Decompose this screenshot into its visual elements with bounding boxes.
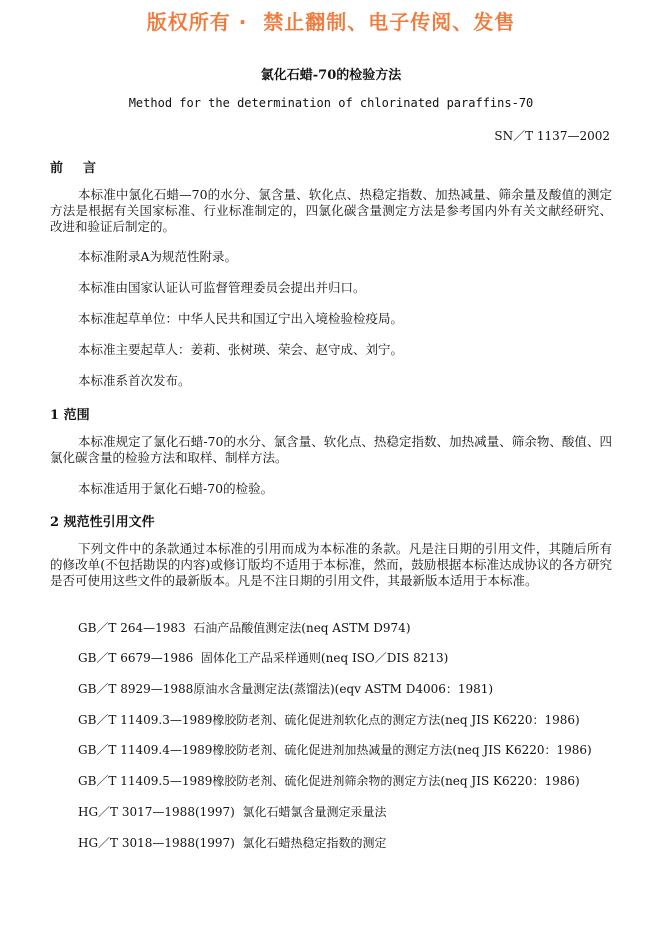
document-title-chinese: 氯化石蜡-70的检验方法 [260, 68, 402, 83]
section-1-heading: 1 范围 [50, 408, 90, 423]
section-2-heading: 2 规范性引用文件 [50, 515, 155, 530]
preface-paragraph: 本标准起草单位：中华人民共和国辽宁出入境检验检疫局。 [78, 311, 404, 326]
preface-heading: 前言 [50, 161, 117, 176]
section-1-paragraph: 本标准规定了氯化石蜡-70的水分、氯含量、软化点、热稳定指数、加热减量、筛余物、酸值、四氯化碳含量的检验方法和取样、制样方法。 [50, 434, 612, 465]
reference-item: GB／T 11409.4—1989橡胶防老剂、硫化促进剂加热减量的测定方法(neq JIS K6220：1986) [78, 743, 592, 757]
copyright-banner: 版权所有 · 禁止翻制、电子传阅、发售 [146, 10, 516, 34]
reference-item: HG／T 3017—1988(1997) 氯化石蜡氯含量测定汞量法 [78, 805, 387, 819]
preface-paragraph: 本标准主要起草人：姜莉、张树瑛、荣会、赵守成、刘宁。 [78, 342, 404, 357]
section-2-paragraph: 下列文件中的条款通过本标准的引用而成为本标准的条款。凡是注日期的引用文件，其随后所有的修改单(不包括勘误的内容)或修订版均不适用于本标准，然而，鼓励根据本标准达成协议的各方研究是否可使用这些文件的最新版本。凡是不注日期的引用文件，其最新版本适用于本标准。 [50, 541, 612, 588]
document-title-english: Method for the determination of chlorinated paraffins-70 [128, 96, 534, 110]
section-1-paragraph: 本标准适用于氯化石蜡-70的检验。 [78, 481, 274, 496]
reference-item: GB／T 11409.5—1989橡胶防老剂、硫化促进剂筛余物的测定方法(neq JIS K6220：1986) [78, 774, 580, 788]
reference-item: GB／T 11409.3—1989橡胶防老剂、硫化促进剂软化点的测定方法(neq JIS K6220：1986) [78, 713, 580, 727]
standard-code: SN／T 1137—2002 [494, 129, 610, 143]
reference-item: HG／T 3018—1988(1997) 氯化石蜡热稳定指数的测定 [78, 836, 387, 850]
preface-paragraph: 本标准中氯化石蜡—70的水分、氯含量、软化点、热稳定指数、加热减量、筛余量及酸值的测定方法是根据有关国家标准、行业标准制定的，四氯化碳含量测定方法是参考国内外有关文献经研究、改进和验证后制定的。 [50, 187, 612, 234]
reference-item: GB／T 264—1983 石油产品酸值测定法(neq ASTM D974) [78, 621, 411, 635]
preface-paragraph: 本标准系首次发布。 [78, 373, 191, 388]
preface-paragraph: 本标准由国家认证认可监督管理委员会提出并归口。 [78, 280, 366, 295]
reference-item: GB／T 8929—1988原油水含量测定法(蒸馏法)(eqv ASTM D4006：1981) [78, 682, 494, 696]
preface-paragraph: 本标准附录A为规范性附录。 [78, 249, 238, 264]
reference-item: GB／T 6679—1986 固体化工产品采样通则(neq ISO／DIS 8213) [78, 651, 449, 665]
